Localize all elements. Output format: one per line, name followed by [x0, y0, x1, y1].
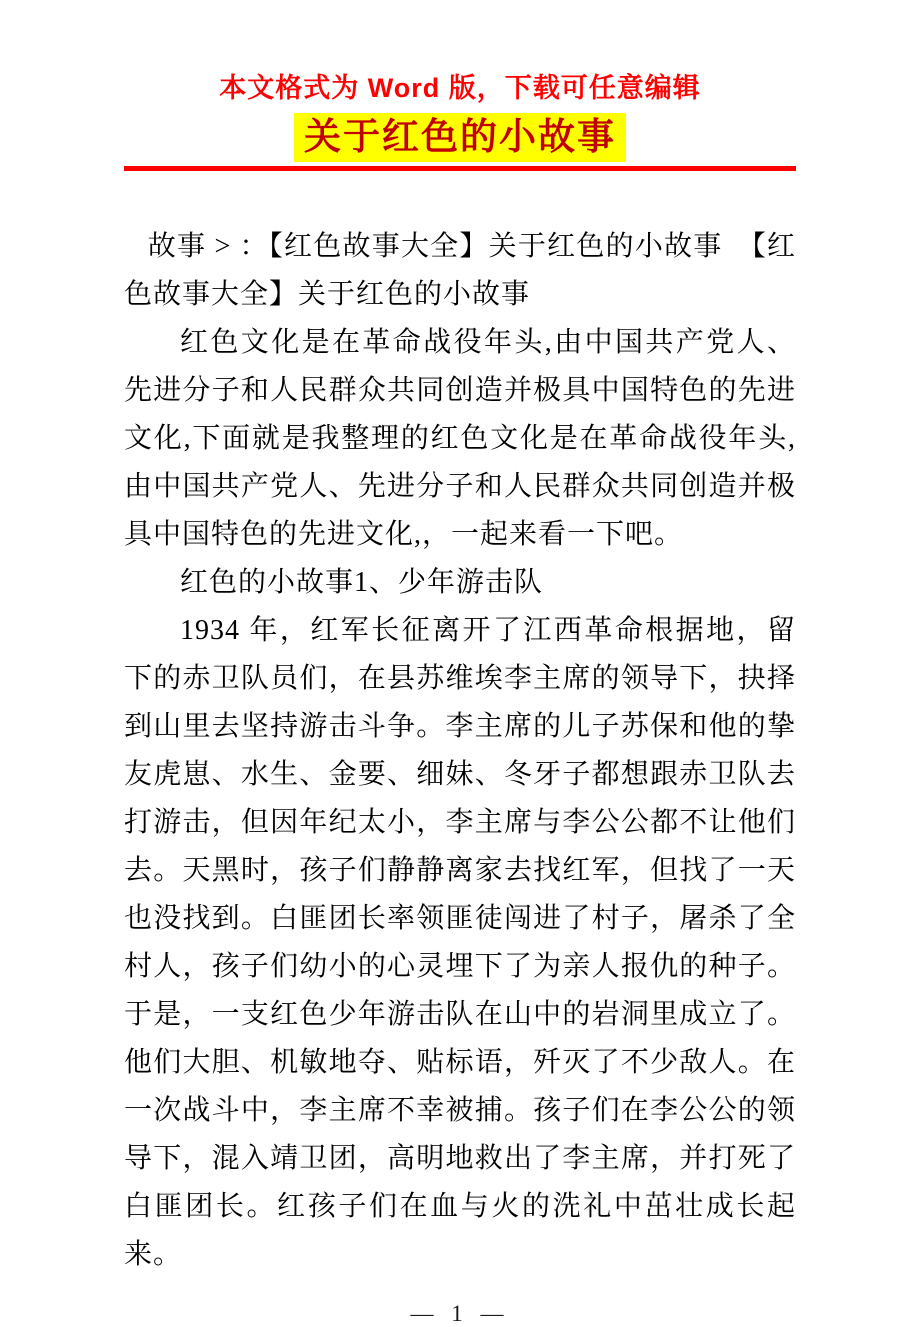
paragraph-story-heading: 红色的小故事1、少年游击队: [180, 567, 544, 598]
header-divider: [124, 166, 796, 171]
paragraph-story-content: 1934 年，红军长征离开了江西革命根据地，留下的赤卫队员们，在县苏维埃李主席的领导下，抉择到山里去坚持游击斗争。李主席的儿子苏保和他的挚友虎崽、水生、金要、细妹、冬牙子都想跟赤卫队去打游击，但因年纪太小，李主席与李公公都不让他们去。天黑时，孩子们静静离家去找红军，但找了一天也没找到。白匪团长率领匪徒闯进了村子，屠杀了全村人，孩子们幼小的心灵埋下了为亲人报仇的种子。于是，一支红色少年游击队在山中的岩洞里成立了。他们大胆、机敏地夺、贴标语，歼灭了不少敌人。在一次战斗中，李主席不幸被捕。孩子们在李公公的领导下，混入靖卫团，高明地救出了李主席，并打死了白匪团长。红孩子们在血与火的洗礼中茁壮成长起来。: [124, 615, 796, 1270]
word-format-notice: 本文格式为 Word 版，下载可任意编辑: [219, 73, 701, 103]
page-number: — 1 —: [410, 1301, 510, 1326]
paragraph-intro: 红色文化是在革命战役年头,由中国共产党人、先进分子和人民群众共同创造并极具中国特色的先进文化,下面就是我整理的红色文化是在革命战役年头,由中国共产党人、先进分子和人民群众共同创造并极具中国特色的先进文化,，一起来看一下吧。: [124, 327, 796, 550]
title-row: [0, 113, 920, 162]
document-body: [124, 223, 796, 1279]
document-title: 关于红色的小故事: [294, 113, 626, 162]
paragraph-story-source: 故事 > ：【红色故事大全】关于红色的小故事 【红色故事大全】关于红色的小故事: [124, 231, 796, 310]
